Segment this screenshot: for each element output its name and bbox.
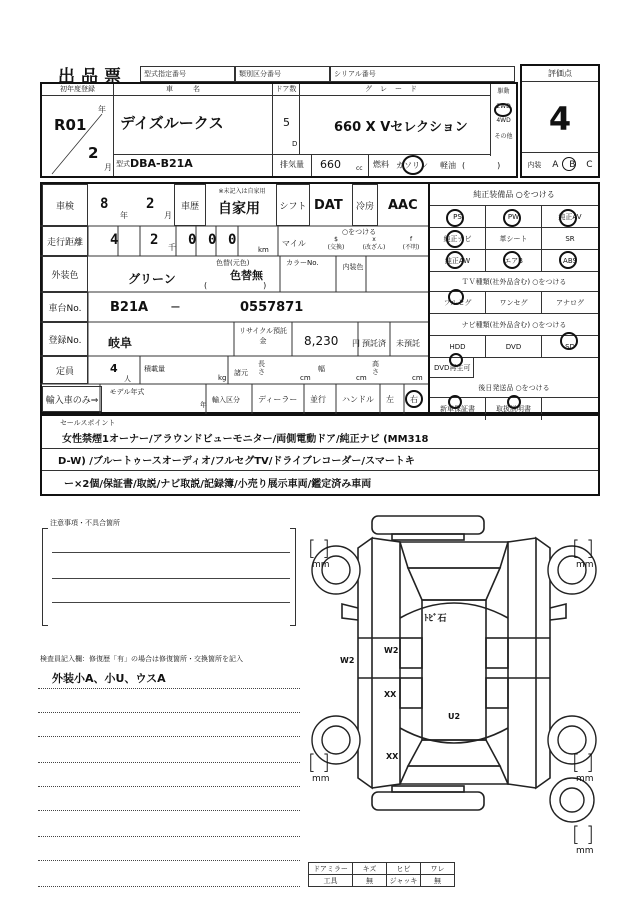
dvd-play-circle — [449, 353, 463, 367]
inspector-line — [38, 736, 300, 737]
mileage-opt-tamper: x (改ざん) — [362, 236, 386, 251]
mileage-opt-unknown: f (不明) — [402, 236, 420, 251]
inspector-line — [38, 810, 300, 811]
equip-ps-circle — [446, 209, 464, 227]
equip-navi-circle — [446, 230, 464, 248]
tv-title: ＴＶ種類(社外品含む) ○をつける — [430, 272, 598, 292]
grade-value: 660 X Vセレクション — [334, 120, 468, 135]
mileage-digit: 0 — [228, 232, 237, 248]
navi-sd: SD — [565, 342, 575, 351]
inspection-month: 2 — [146, 196, 155, 212]
mark-chip: ﾄﾋﾞ石 — [424, 614, 447, 624]
handle-right: 右 — [410, 395, 418, 404]
tire-mm-spare: mm — [576, 846, 594, 856]
chassis-prefix: B21A — [110, 300, 149, 315]
later-title: 後日発送品 ○をつける — [430, 378, 598, 398]
shift-value: DAT — [314, 198, 343, 213]
interior-b: B — [569, 159, 576, 170]
vehicle-type-note: ※未記入は自家用 — [218, 188, 266, 195]
mark-xx: XX — [384, 690, 397, 699]
recycle-amount: 8,230 — [304, 334, 339, 348]
tire-mm-fl: mm — [312, 560, 330, 570]
equip-pw-circle — [503, 209, 521, 227]
drive-4wd: 4WD — [496, 117, 511, 124]
spec-grid-lines — [40, 182, 430, 414]
mileage-digit: 0 — [188, 232, 197, 248]
exterior-color: グリーン — [128, 272, 176, 286]
inspector-line — [38, 886, 300, 887]
td-jack-label: ジャッキ — [387, 875, 421, 887]
equip-av-circle — [559, 209, 577, 227]
capacity-unit: 人 — [124, 375, 131, 383]
length-label: 長さ — [258, 360, 265, 376]
equip-sr: SR — [542, 228, 598, 250]
category-code-field: 類別区分番号 — [235, 66, 330, 82]
equipment-title: 純正装備品 ○をつける — [430, 184, 598, 206]
first-reg-label: 初年度登録 — [42, 84, 114, 96]
sales-divider — [42, 448, 598, 449]
inspection-label: 車検 — [42, 184, 88, 226]
registration-label: 登録No. — [42, 322, 88, 356]
doors-cell — [272, 96, 300, 154]
cooler-label: 冷房 — [352, 184, 378, 226]
interior-b-circle — [562, 157, 576, 171]
recycle-label: リサイクル預託金 — [238, 327, 288, 345]
displacement-value: 660 — [320, 158, 341, 171]
later-manual-circle — [507, 395, 521, 409]
inspector-line — [38, 762, 300, 763]
caution-label: 注意事項・不具合箇所 — [50, 519, 120, 527]
navi-dvd: DVD — [486, 336, 542, 357]
model-year-unit: 年 — [200, 401, 207, 409]
caution-line — [52, 552, 290, 553]
drive-label: 駆動 — [497, 88, 510, 95]
sales-point-line: D-W) /ブルートゥースオーディオ/フルセグTV/ドライブレコーダー/スマートキ — [58, 456, 415, 467]
doors-unit: D — [292, 140, 298, 148]
equip-airbag: エアB — [486, 250, 542, 271]
td-tools-label: 工具 — [309, 875, 353, 887]
inspection-year: 8 — [100, 196, 109, 212]
doors-label: ドア数 — [272, 84, 300, 96]
later-manual: 取扱説明書 — [486, 398, 542, 420]
mark-xx: XX — [386, 752, 399, 761]
inspector-line — [38, 688, 300, 689]
tire-bracket-fr: [ ] — [572, 536, 594, 560]
mileage-digit: 2 — [150, 232, 159, 248]
sales-point-label: セールスポイント — [60, 419, 116, 427]
equipment-check-table — [308, 862, 455, 887]
fuel-label: 燃料 — [368, 154, 389, 176]
th-break: ワレ — [421, 863, 455, 875]
model-value: DBA-B21A — [130, 157, 193, 170]
sales-point-line: 女性禁煙1オーナー/アラウンドビューモニター/両側電動ドア/純正ナビ (MM318 — [62, 434, 429, 445]
inspection-month-unit: 月 — [164, 211, 172, 220]
fuel-other: ( ) — [462, 161, 501, 170]
cooler-value: AAC — [388, 198, 418, 213]
thousand-unit: 千 — [168, 243, 176, 252]
td-jack-value: 無 — [421, 875, 455, 887]
handle-left: 左 — [386, 395, 394, 404]
interior-grade — [522, 152, 598, 176]
caution-line — [52, 578, 290, 579]
form-title: 出品票 — [58, 67, 127, 87]
drive-2wd: 2WD — [496, 103, 511, 110]
tire-bracket-fl: [ ] — [308, 536, 330, 560]
inspector-line — [38, 836, 300, 837]
first-reg-era: R01 — [54, 116, 87, 134]
chassis-number: 0557871 — [240, 300, 304, 315]
tire-bracket-spare: [ ] — [572, 822, 594, 846]
mileage-opt-exchange: $ (交換) — [327, 236, 345, 251]
mileage-digit: 0 — [208, 232, 217, 248]
inspector-line — [38, 786, 300, 787]
navi-sd-circle — [560, 332, 578, 350]
fuel-gasoline-circle — [402, 155, 424, 175]
load-label: 積載量 — [144, 365, 165, 373]
grade-points-value: 4 — [548, 100, 572, 138]
mile-label: マイル — [282, 239, 306, 248]
equip-airbag-circle — [503, 251, 521, 269]
inspector-label: 検査員記入欄：修復歴「有」の場合は修復箇所・交換箇所を記入 — [40, 655, 243, 663]
th-door-mirror: ドアミラー — [309, 863, 353, 875]
mileage-digit: 4 — [110, 232, 119, 248]
equip-aw: 純正AW — [430, 250, 486, 271]
drive-section — [490, 84, 516, 156]
doors-value: 5 — [283, 116, 290, 129]
mileage-label: 走行距離 — [42, 226, 88, 256]
import-parallel: 並行 — [310, 395, 326, 404]
grade-points-label: 評価点 — [522, 66, 598, 82]
import-category-label: 輸入区分 — [212, 396, 240, 404]
drive-other: その他 — [494, 133, 513, 140]
recycle-unit: 円 — [352, 339, 360, 348]
vehicle-type-label: 車歴 — [174, 184, 206, 226]
model-code-field: 型式指定番号 — [140, 66, 235, 82]
dims-label: 諸元 — [234, 369, 248, 377]
inspection-year-unit: 年 — [120, 211, 128, 220]
first-reg-cell — [42, 96, 114, 176]
car-damage-diagram — [300, 508, 610, 838]
grade-label: グレード — [300, 84, 490, 96]
chassis-dash: − — [170, 300, 181, 315]
fuel-value: ガソリン — [396, 161, 428, 170]
later-warranty-circle — [448, 395, 462, 409]
month-unit: 月 — [104, 163, 112, 172]
chassis-label: 車台No. — [42, 292, 88, 322]
inspector-line — [38, 860, 300, 861]
car-name-label: 車名 — [114, 84, 272, 96]
equip-abs-circle — [559, 251, 577, 269]
caution-line — [52, 602, 290, 603]
color-change: 色替無 — [230, 269, 263, 282]
interior-color-label: 内装色 — [342, 263, 364, 271]
not-deposited: 未預託 — [396, 339, 420, 348]
kg-unit: kg — [218, 374, 227, 382]
vehicle-type: 自家用 — [218, 201, 260, 217]
capacity-label: 定員 — [42, 356, 88, 384]
sales-point-line: ー×2個/保証書/取説/ナビ取説/記録簿/小売り展示車両/鑑定済み車両 — [64, 479, 372, 490]
km-unit: km — [258, 246, 269, 254]
import-dealer: ディーラー — [258, 395, 298, 404]
width-unit: cm — [356, 374, 367, 382]
tv-analog: アナログ — [556, 298, 584, 307]
height-label: 高さ — [372, 360, 379, 376]
equip-navi: 純正ナビ — [430, 228, 486, 250]
model-label: 型式 — [116, 160, 130, 168]
tire-bracket-rr: [ ] — [572, 750, 594, 774]
registration-region: 岐阜 — [108, 336, 133, 350]
car-name: デイズルークス — [120, 114, 224, 132]
tv-fullseg-circle — [448, 289, 464, 305]
equip-abs: ABS — [563, 256, 577, 265]
shift-label: シフト — [276, 184, 310, 226]
mark-scratch: W2 — [340, 656, 355, 665]
mark-u2: U2 — [448, 712, 461, 721]
cc-unit: cc — [356, 165, 363, 172]
interior-c: C — [586, 159, 593, 170]
navi-hdd: HDD — [430, 336, 486, 357]
tv-oneseg: ワンセグ — [486, 292, 542, 313]
year-unit: 年 — [98, 105, 106, 114]
tire-mm-rr: mm — [576, 774, 594, 784]
tire-bracket-rl: [ ] — [308, 750, 330, 774]
mark-scratch: W2 — [384, 646, 399, 655]
import-label: 輸入車のみ⇒ — [42, 386, 102, 412]
handle-label: ハンドル — [342, 395, 374, 404]
inspector-line — [38, 712, 300, 713]
interior-a: A — [552, 159, 559, 170]
capacity-value: 4 — [110, 362, 118, 375]
th-scratch: キズ — [353, 863, 387, 875]
color-orig-label: 色替(元色) — [216, 259, 250, 267]
light-oil: 軽油 — [440, 161, 456, 170]
exterior-color-label: 外装色 — [42, 256, 88, 292]
drive-2wd-circle — [494, 103, 512, 117]
model-year-label: モデル年式 — [109, 388, 145, 396]
deposit-done: 預託済 — [362, 339, 386, 348]
equip-leather: 革シート — [486, 228, 542, 250]
navi-title: ナビ種類(社外品含む) ○をつける — [430, 314, 598, 336]
sales-divider — [42, 470, 598, 471]
dvd-play: DVD再生可 — [430, 358, 474, 378]
equip-pw: PW — [486, 206, 542, 228]
first-reg-month: 2 — [88, 144, 99, 162]
later-warranty: 新車保証書 — [430, 398, 486, 420]
th-crack: ヒビ — [387, 863, 421, 875]
mileage-circle-note: ○をつける — [342, 228, 377, 236]
height-unit: cm — [412, 374, 423, 382]
td-tools-value: 無 — [353, 875, 387, 887]
displacement-label: 排気量 — [272, 154, 312, 176]
tire-mm-fr: mm — [576, 560, 594, 570]
equip-av: 純正AV — [542, 206, 598, 228]
interior-label: 内装 — [527, 160, 542, 169]
width-label: 幅 — [318, 365, 325, 373]
tv-fullseg: フルセグ — [430, 292, 486, 313]
inspector-text: 外装小A、小U、ウスA — [52, 672, 166, 685]
tire-mm-rl: mm — [312, 774, 330, 784]
caution-area — [42, 528, 296, 626]
equip-aw-circle — [446, 251, 464, 269]
equip-ps: PS — [430, 206, 486, 228]
length-unit: cm — [300, 374, 311, 382]
color-paren: ( ) — [204, 281, 267, 290]
serial-number-field: シリアル番号 — [330, 66, 515, 82]
color-no-label: カラーNo. — [286, 259, 319, 267]
